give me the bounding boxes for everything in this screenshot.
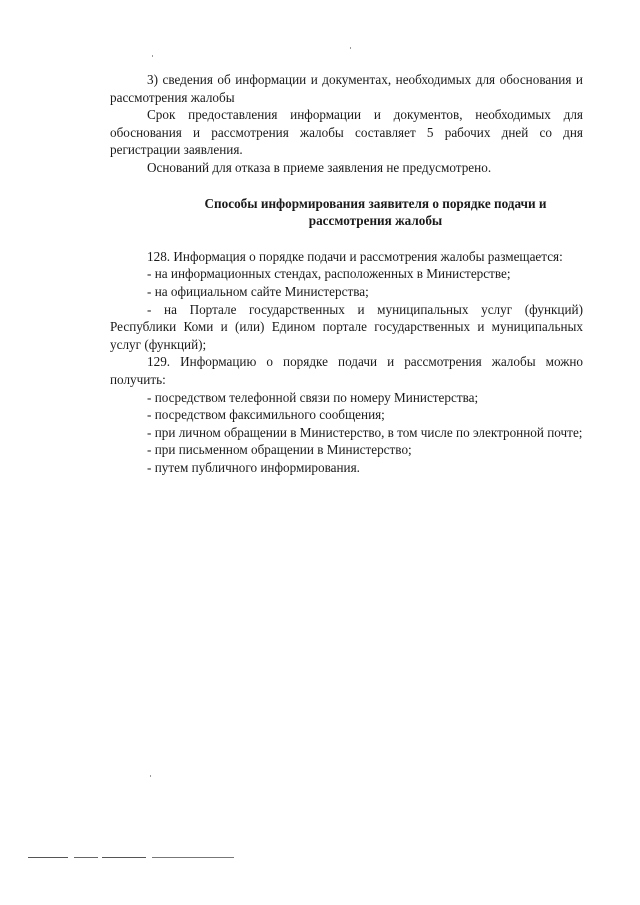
scan-speck bbox=[350, 47, 351, 49]
list-item: - при личном обращении в Министерство, в том числе по электронной почте; bbox=[147, 424, 583, 440]
scan-speck bbox=[152, 55, 153, 57]
scan-speck bbox=[150, 775, 151, 777]
paragraph-deadline: Срок предоставления информации и документов, необходимых для обоснования и рассмотрения жалобы составляет 5 рабочих дней со дня регистрации заявления. bbox=[110, 107, 583, 158]
section-heading: Способы информирования заявителя о порядке подачи и рассмотрения жалобы bbox=[204, 195, 547, 229]
list-item: - путем публичного информирования. bbox=[147, 459, 360, 475]
list-item: - при письменном обращении в Министерство; bbox=[147, 442, 412, 458]
list-item: - посредством телефонной связи по номеру Министерства; bbox=[147, 389, 479, 405]
paragraph-refusal: Оснований для отказа в приеме заявления не предусмотрено. bbox=[147, 159, 492, 175]
list-item: - на официальном сайте Министерства; bbox=[147, 283, 369, 299]
item-129-intro: 129. Информацию о порядке подачи и рассмотрения жалобы можно получить: bbox=[110, 354, 583, 387]
footer-divider bbox=[28, 857, 234, 858]
document-body bbox=[110, 71, 583, 476]
list-item: - на информационных стендах, расположенных в Министерстве; bbox=[147, 266, 511, 282]
paragraph-item-3: 3) сведения об информации и документах, необходимых для обоснования и рассмотрения жалобы bbox=[110, 72, 583, 105]
list-item: - посредством факсимильного сообщения; bbox=[147, 407, 385, 423]
list-item: - на Портале государственных и муниципальных услуг (функций) Республики Коми и (или) Едином портале государственных и муниципальных услуг (функций); bbox=[110, 301, 583, 352]
item-128-intro: 128. Информация о порядке подачи и рассмотрения жалобы размещается: bbox=[147, 248, 563, 264]
